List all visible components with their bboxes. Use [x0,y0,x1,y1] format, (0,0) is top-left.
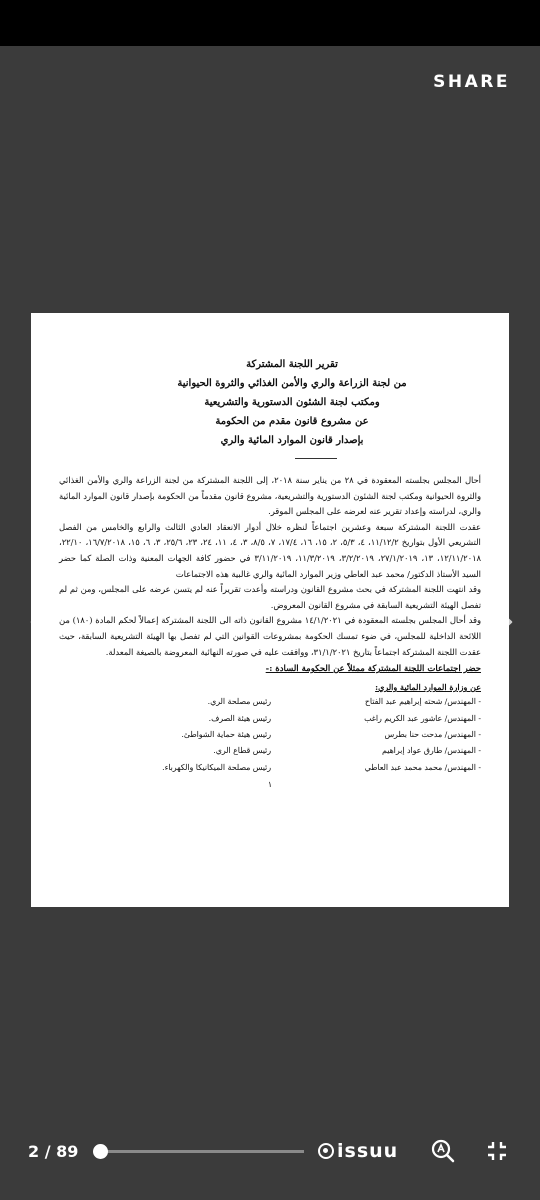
title-line: بإصدار قانون الموارد المائية والري [220,435,364,446]
title-separator [295,458,337,459]
issuu-logo-icon [318,1143,334,1159]
attendee-name: - المهندس/ شحته إبراهيم عبد الفتاح [364,697,481,707]
page-number: ١ [267,780,273,790]
issuu-logo[interactable] [318,1140,398,1162]
fullscreen-button[interactable] [484,1138,510,1164]
page-slider[interactable] [98,1150,304,1153]
share-button[interactable]: SHARE [433,72,510,92]
title-line: من لجنة الزراعة والري والأمن الغذائي والثروة الحيوانية [177,378,407,389]
zoom-button[interactable] [430,1138,456,1164]
zoom-icon [430,1138,456,1164]
attendee-row [59,760,481,776]
attendee-row [59,711,481,727]
attendee-role: رئيس مصلحة الري. [207,697,271,707]
paragraph: وقد انتهت اللجنة المشتركة في بحث مشروع القانون ودراسته وأعدت تقريراً عنه لم يتسن عرضه على المجلس، ومن ثم لم تفصل الهيئة التشريعية السابقة في مشروع القانون المعروض. [59,584,481,610]
document-title [103,355,481,450]
attendee-role: رئيس هيئة حماية الشواطئ. [181,729,271,739]
status-bar [0,0,540,46]
attendee-role: رئيس مصلحة الميكانيكا والكهرباء. [162,762,271,772]
ministry-label: عن وزارة الموارد المائية والري: [375,682,481,693]
slider-handle[interactable] [93,1144,108,1159]
paragraph: وقد أحال المجلس بجلسته المعقودة في ١٤/١/٢٠٢١ مشروع القانون ذاته الى اللجنة المشتركة إعمالاً لحكم المادة (١٨٠) من اللائحة الداخلية للمجلس، في ضوء تمسك الحكومة بمشروعات القوانين التي لم تفصل بها الهيئة التشريعية السابقة، حيث عقدت اللجنة المشتركة اجتماعاً بتاريخ ٣١/١/٢٠٢١، ووافقت عليه في صورته النهائية المعروضة بالصيغة المعدلة. [59,615,481,657]
attendee-name: - المهندس/ طارق عواد إبراهيم [382,746,481,756]
title-line: تقرير اللجنة المشتركة [246,359,338,370]
title-line: ومكتب لجنة الشئون الدستورية والتشريعية [204,397,380,408]
collapse-fullscreen-icon [484,1138,510,1164]
paragraph: أحال المجلس بجلسته المعقودة في ٢٨ من يناير سنة ٢٠١٨، إلى اللجنة المشتركة من لجنة الزراعة والري والأمن الغذائي والثروة الحيوانية ومكتب لجنة الشئون الدستورية والتشريعية، مشروع قانون مقدماً من الحكومة بإصدار قانون الموارد المائية والري، لدراسته وإعداد تقرير عنه لعرضه على المجلس الموقر. [59,475,481,517]
attendee-name: - المهندس/ مدحت حنا بطرس [384,729,481,739]
attendee-role: رئيس قطاع الري. [213,746,271,756]
title-line: عن مشروع قانون مقدم من الحكومة [215,416,369,427]
viewer-toolbar [0,1120,540,1200]
attendee-name: - المهندس/ محمد محمد عبد العاطي [364,762,481,772]
attendee-role: رئيس هيئة الصرف. [208,713,271,723]
attendee-name: - المهندس/ عاشور عبد الكريم راغب [364,713,481,723]
page-indicator: 2 / 89 [28,1142,79,1161]
paragraph: عقدت اللجنة المشتركة سبعة وعشرين اجتماعاً لنظره خلال أدوار الانعقاد العادي الثالث والرابع والخامس من الفصل التشريعي الأول بتواريخ ١١/١٢/٢، ٤، ٥/٣، ٢، ١٥، ١٦، ١٧/٤، ٧، ٨/٥، ٣، ٤، ١١، ٢٤، ٢٣، ٢٥/٦، ٣، ٦، ١٥، ١٦/٧/٢٠١٨، ٢٢/١٠، ١٢/١١/٢٠١٨، ١٣، ٢٧/١/٢٠١٩، ٣/٢/٢٠١٩، ١١/٣/٢٠١٩، ٣/١١/٢٠١٩ في حضور كافة الجهات المعنية وذات الصلة كما حضر السيد الأستاذ الدكتور/ محمد عبد العاطي وزير الموارد المائية والري غالبية هذه الاجتماعات [59,521,481,579]
attendee-row [59,743,481,759]
document-page [31,313,509,907]
attendee-row [59,727,481,743]
logo-text: issuu [337,1140,399,1162]
attendance-heading: حضر اجتماعات اللجنة المشتركة ممثلاً عن الحكومة السادة :- [265,664,481,675]
attendee-row [59,694,481,710]
